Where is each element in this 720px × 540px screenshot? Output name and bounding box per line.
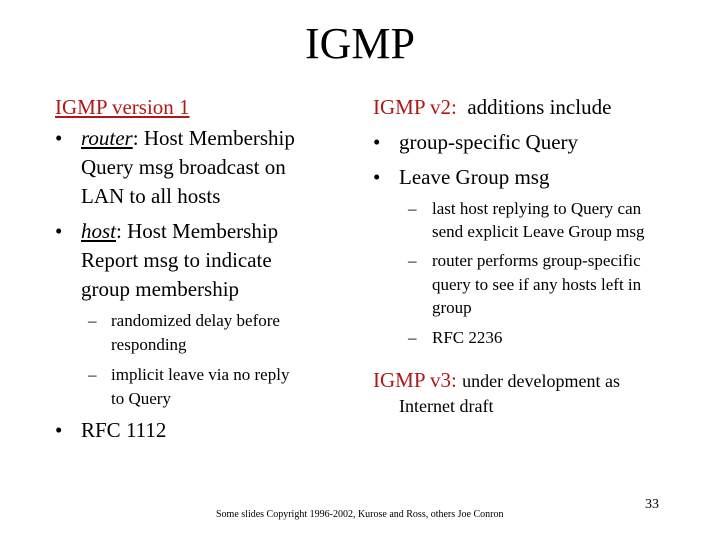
host-bullet-line-2: Report msg to indicate [81,248,272,272]
sub-last-host-line-2: send explicit Leave Group msg [432,222,645,241]
router-bullet-line-2: Query msg broadcast on [81,155,286,179]
slide-title: IGMP [304,19,416,68]
group-specific-query-bullet: group-specific Query [399,130,579,154]
dash-icon: – [88,311,97,330]
bullet-icon: • [373,130,381,154]
dash-icon: – [408,251,417,270]
sub-router-performs-line-1: router performs group-specific [432,251,641,270]
sub-implicit-leave-line-1: implicit leave via no reply [111,365,290,384]
igmp-v3-heading-cont: Internet draft [399,396,494,416]
sub-router-performs-line-3: group [432,298,472,317]
sub-implicit-leave-line-2: to Query [111,389,171,408]
copyright-footer: Some slides Copyright 1996-2002, Kurose and Ross, others Joe Conron [216,509,504,520]
host-bullet-line-1: host: Host Membership [81,219,279,243]
host-bullet-line-3: group membership [81,277,240,301]
sub-rfc2236: RFC 2236 [432,328,503,347]
dash-icon: – [408,199,417,218]
dash-icon: – [88,365,97,384]
rfc1112-bullet: RFC 1112 [81,418,167,442]
sub-router-performs-line-2: query to see if any hosts left in [432,275,642,294]
igmp-v3-heading: IGMP v3: under development as [373,368,621,392]
sub-last-host-line-1: last host replying to Query can [432,199,642,218]
bullet-icon: • [373,165,381,189]
igmp-v2-heading: IGMP v2: additions include [373,95,612,119]
sub-randomized-delay-line-1: randomized delay before [111,311,280,330]
dash-icon: – [408,328,417,347]
router-bullet-line-1: router: Host Membership [81,126,295,150]
igmp-v1-heading: IGMP version 1 [55,95,190,119]
bullet-icon: • [55,219,63,243]
leave-group-bullet: Leave Group msg [399,165,550,189]
router-bullet-line-3: LAN to all hosts [81,184,221,208]
sub-randomized-delay-line-2: responding [111,335,187,354]
bullet-icon: • [55,126,63,150]
bullet-icon: • [55,418,63,442]
page-number: 33 [645,497,659,512]
